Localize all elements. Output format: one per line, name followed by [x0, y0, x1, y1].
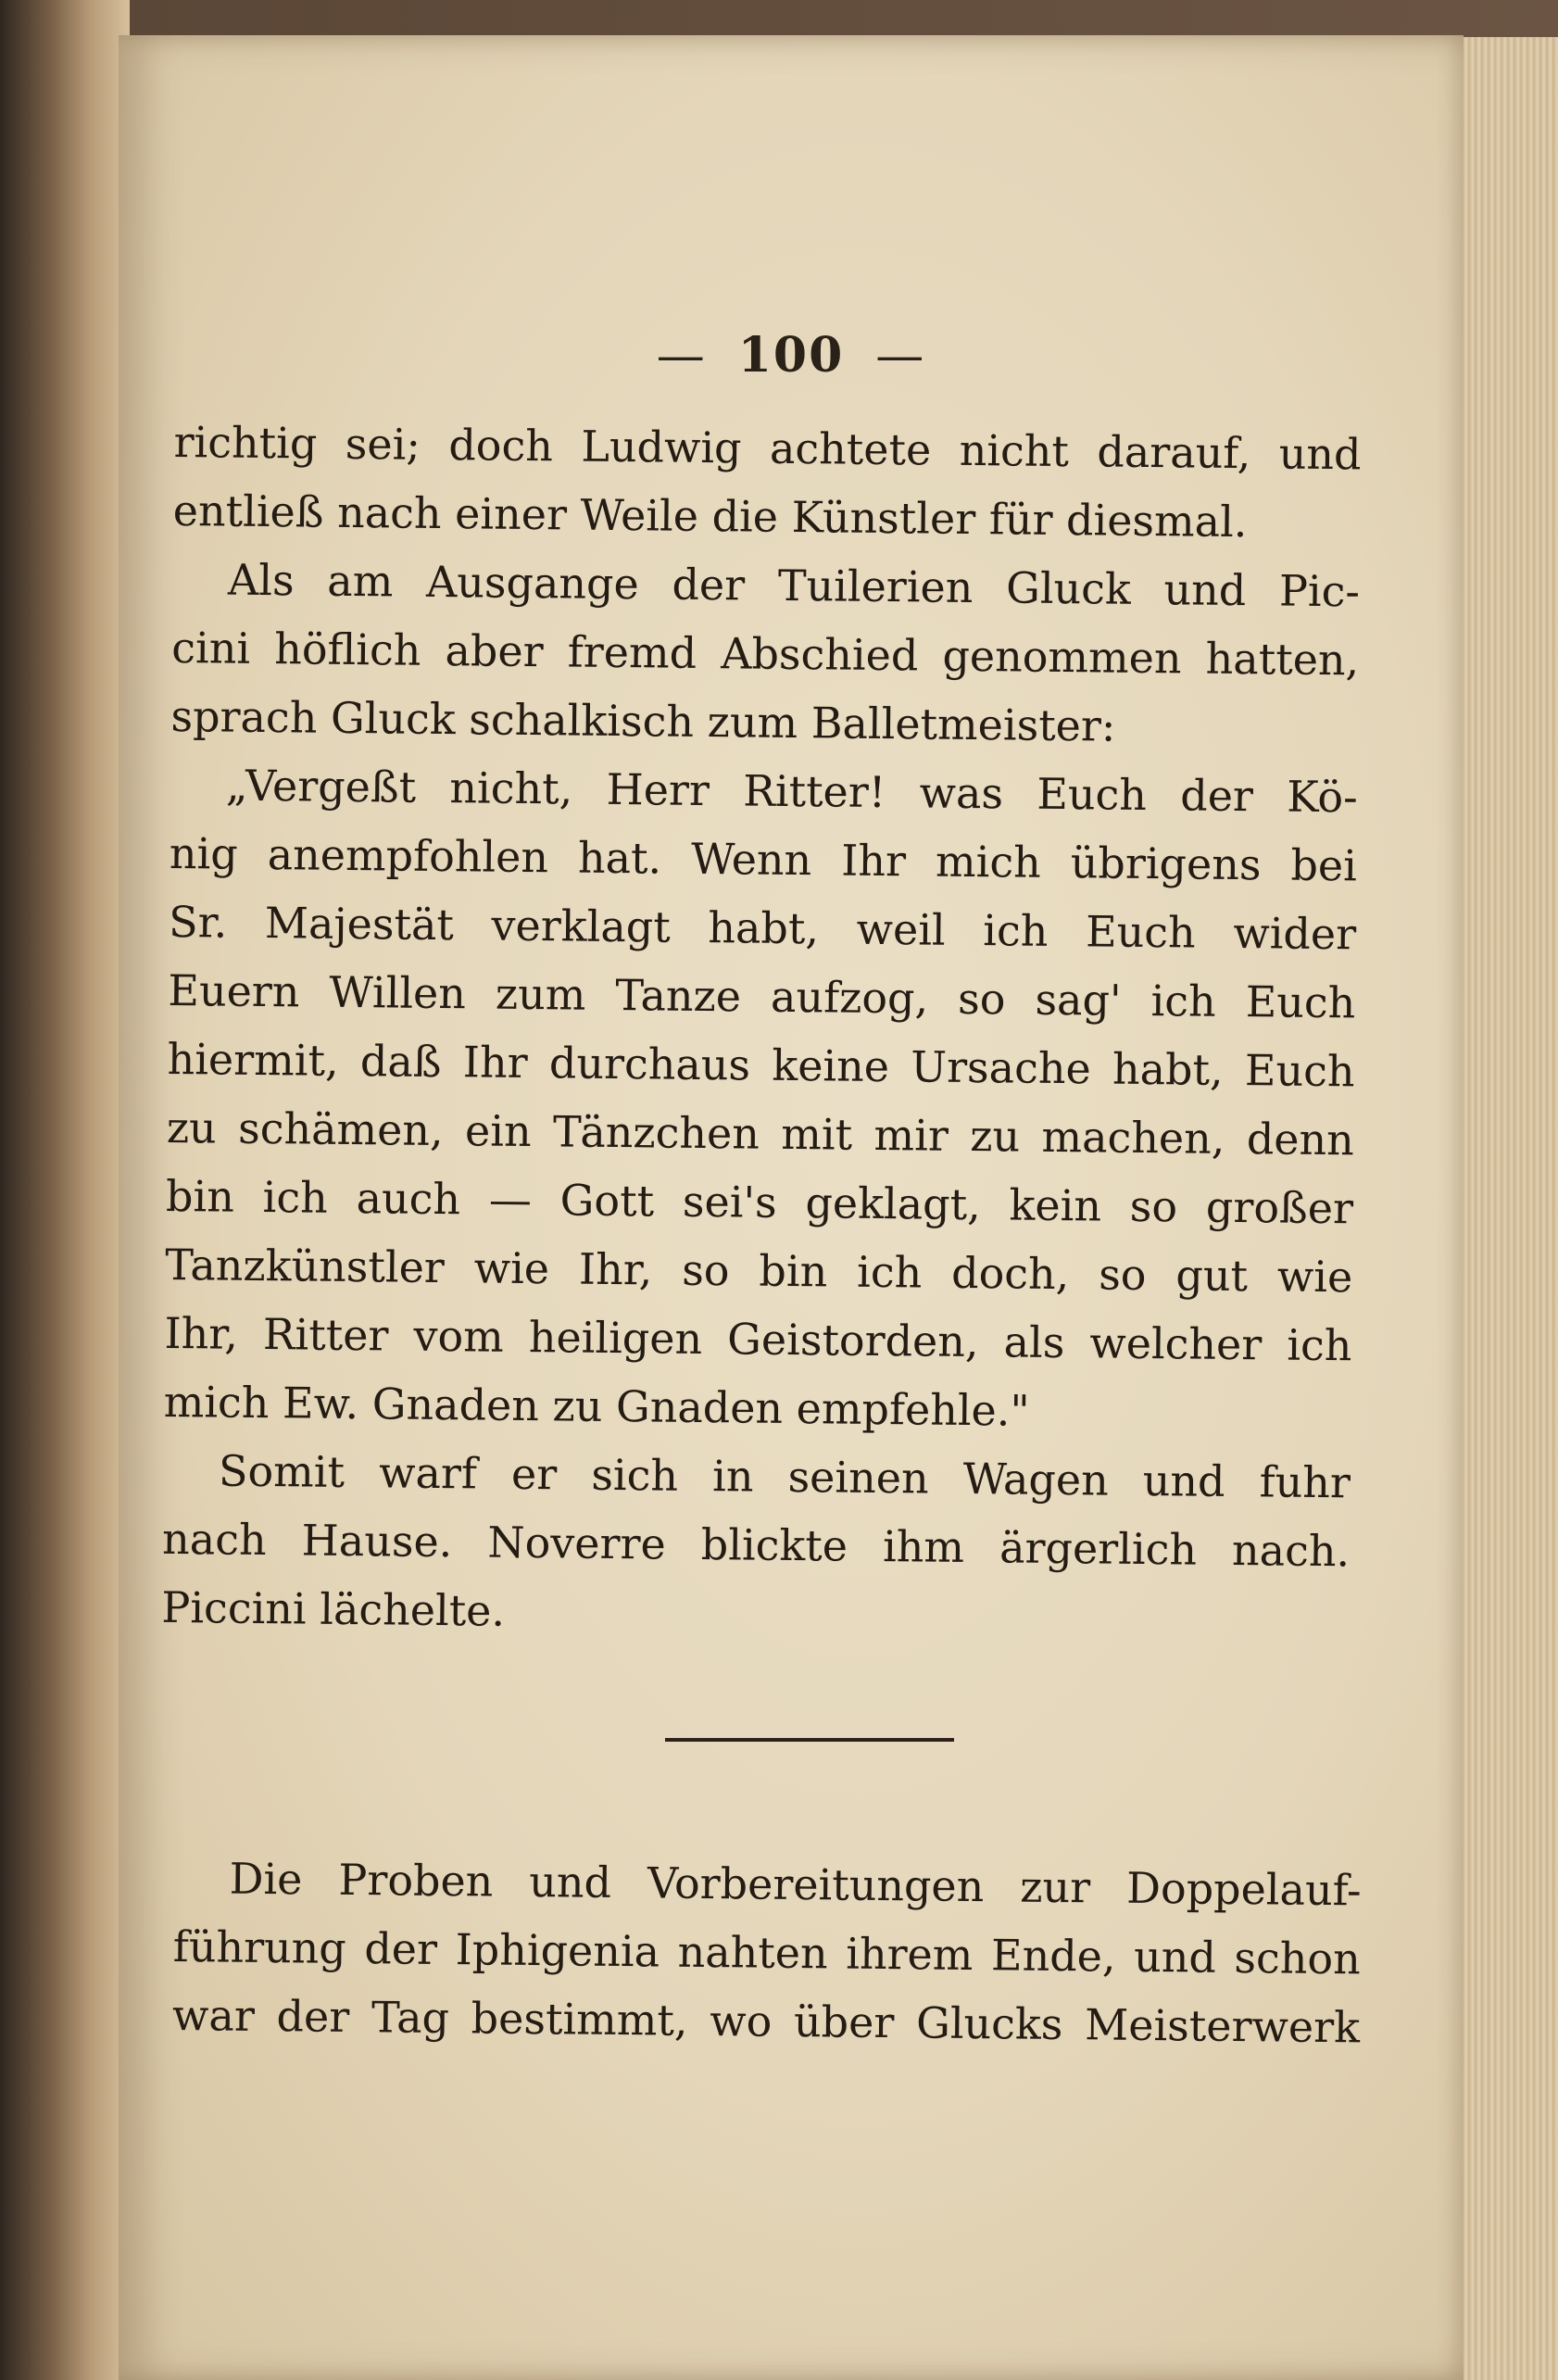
text-line: bin ich auch — Gott sei's geklagt, kein so großer	[165, 1170, 1354, 1234]
text-line: Tanzkünstler wie Ihr, so bin ich doch, so gut wie	[165, 1239, 1353, 1303]
text-line: hiermit, daß Ihr durchaus keine Ursache habt, Euch	[167, 1033, 1355, 1097]
page-number-dash-right: —	[875, 328, 926, 384]
text-line: Ihr, Ritter vom heiligen Geistorden, als welcher ich	[164, 1307, 1352, 1371]
text-line: „Vergeßt nicht, Herr Ritter! was Euch der Kö-	[225, 760, 1358, 823]
text-line: mich Ew. Gnaden zu Gnaden empfehle."	[163, 1376, 1030, 1436]
section-divider	[665, 1738, 954, 1742]
text-line: Sr. Majestät verklagt habt, weil ich Euch wider	[168, 896, 1357, 960]
text-line: entließ nach einer Weile die Künstler für diesmal.	[172, 485, 1248, 548]
text-line: nach Hause. Noverre blickte ihm ärgerlich nach.	[161, 1513, 1351, 1577]
book-spine	[0, 0, 130, 2380]
text-line: Die Proben und Vorbereitungen zur Doppelauf-	[229, 1853, 1362, 1916]
page-number-dash-left: —	[656, 328, 707, 384]
page-edges	[1456, 37, 1558, 2380]
text-line: cini höflich aber fremd Abschied genommen hatten,	[171, 622, 1360, 686]
text-line: Piccini lächelte.	[161, 1581, 506, 1636]
page-number	[119, 327, 1464, 384]
text-line: Somit warf er sich in seinen Wagen und fuhr	[218, 1445, 1351, 1508]
body-text-upper	[161, 408, 1362, 1654]
text-line: zu schämen, ein Tänzchen mit mir zu machen, denn	[166, 1102, 1355, 1165]
text-line: sprach Gluck schalkisch zum Balletmeister:	[170, 690, 1116, 751]
text-line: Euern Willen zum Tanze aufzog, so sag' ich Euch	[168, 964, 1356, 1028]
text-line: Als am Ausgange der Tuilerien Gluck und Pic-	[227, 554, 1361, 617]
text-line: richtig sei; doch Ludwig achtete nicht darauf, und	[173, 416, 1362, 480]
text-line: führung der Iphigenia nahten ihrem Ende, und schon	[172, 1920, 1362, 1984]
text-line: nig anempfohlen hat. Wenn Ihr mich übrigens bei	[169, 827, 1358, 891]
body-text-lower	[172, 1844, 1362, 2061]
text-line: war der Tag bestimmt, wo über Glucks Meisterwerk	[171, 1989, 1361, 2053]
page-number-value: 100	[737, 327, 845, 384]
